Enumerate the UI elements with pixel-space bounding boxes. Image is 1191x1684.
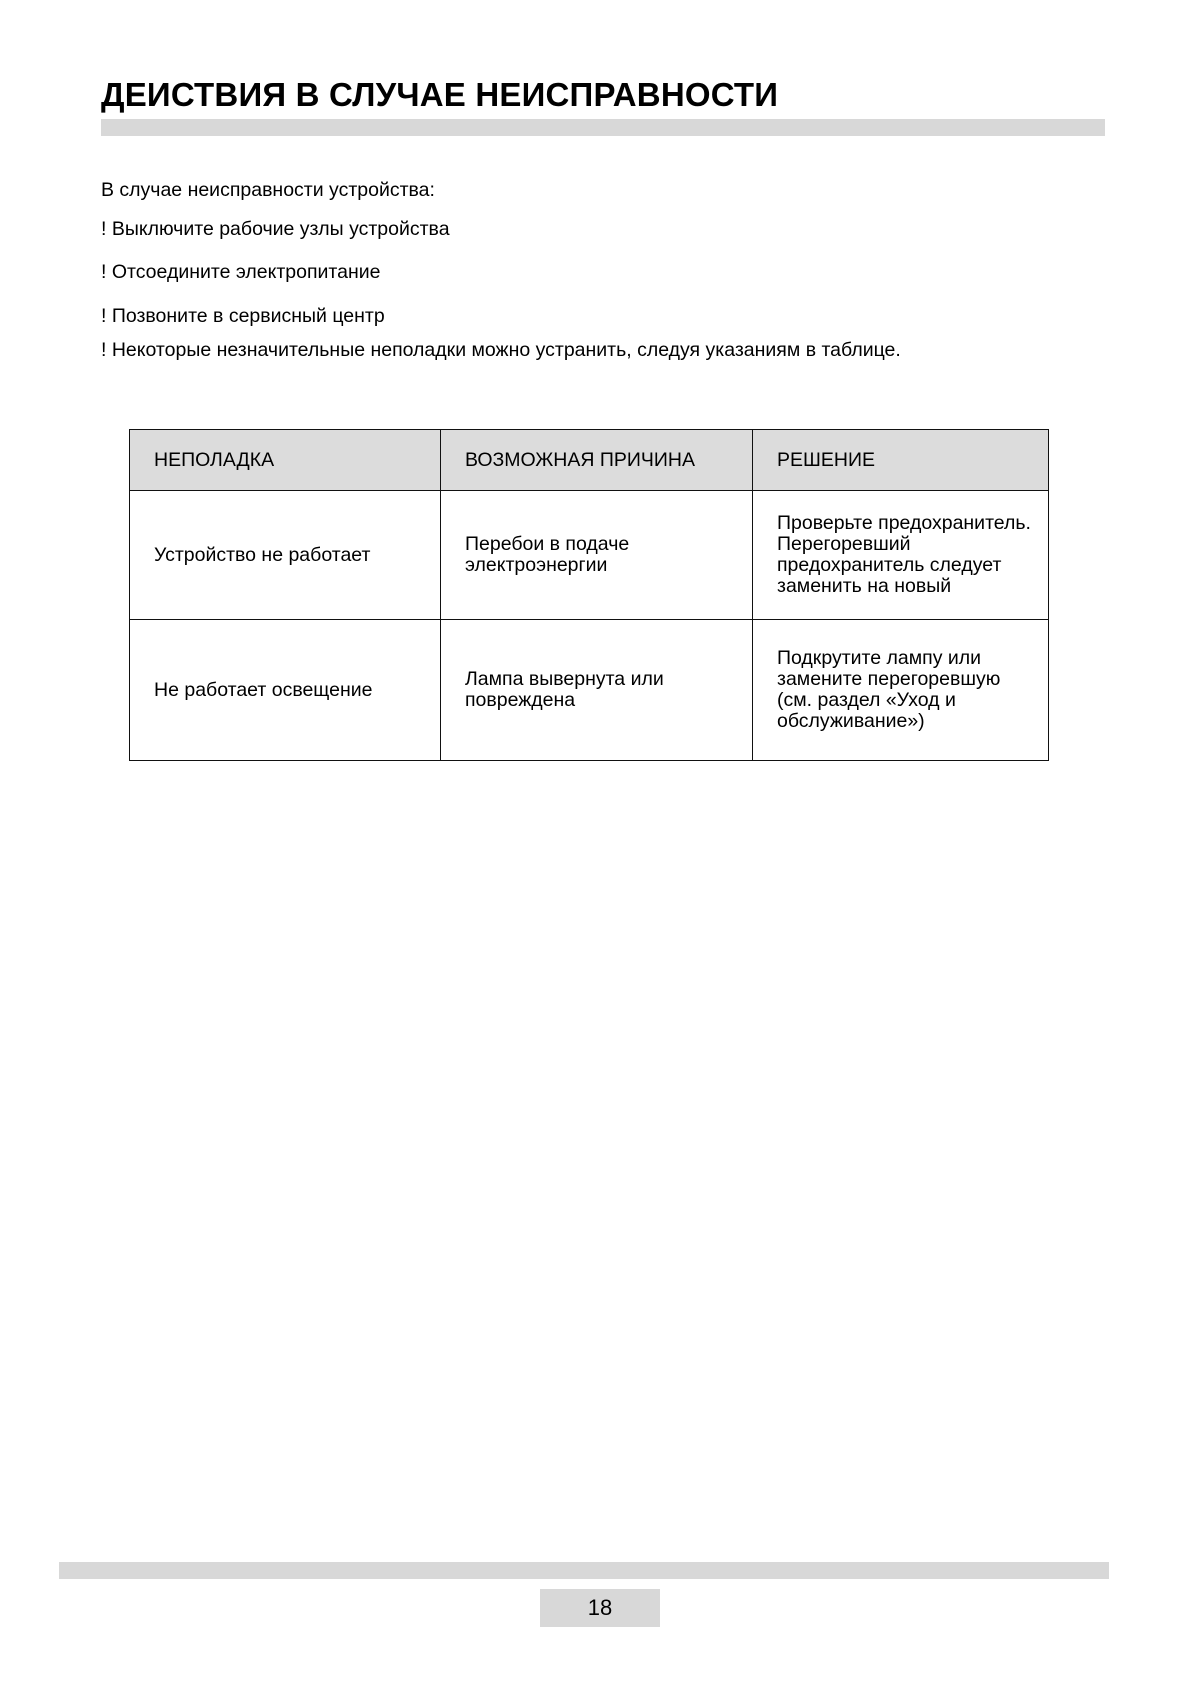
header-cause: ВОЗМОЖНАЯ ПРИЧИНА bbox=[441, 430, 753, 491]
intro-lead: В случае неисправности устройства: bbox=[101, 179, 435, 201]
cell-solution: Проверьте предохранитель. Перегоревший предохранитель следует заменить на новый bbox=[753, 491, 1049, 620]
cell-cause: Лампа вывернута или повреждена bbox=[441, 620, 753, 761]
cell-problem: Устройство не работает bbox=[130, 491, 441, 620]
title-underline-bar bbox=[101, 119, 1105, 136]
header-problem: НЕПОЛАДКА bbox=[130, 430, 441, 491]
cell-problem: Не работает освещение bbox=[130, 620, 441, 761]
page-number: 18 bbox=[540, 1589, 660, 1627]
header-solution: РЕШЕНИЕ bbox=[753, 430, 1049, 491]
table-header-row bbox=[130, 430, 1049, 491]
intro-step: ! Позвоните в сервисный центр bbox=[101, 305, 385, 327]
page-title: ДЕИСТВИЯ В СЛУЧАЕ НЕИСПРАВНОСТИ bbox=[101, 76, 779, 113]
footer-bar bbox=[59, 1562, 1109, 1579]
troubleshooting-table bbox=[129, 429, 1049, 761]
cell-cause: Перебои в подаче электроэнергии bbox=[441, 491, 753, 620]
table-row bbox=[130, 491, 1049, 620]
intro-step: ! Некоторые незначительные неполадки можно устранить, следуя указаниям в таблице. bbox=[101, 339, 901, 361]
cell-solution: Подкрутите лампу или замените перегоревшую (см. раздел «Уход и обслуживание») bbox=[753, 620, 1049, 761]
intro-step: ! Выключите рабочие узлы устройства bbox=[101, 218, 450, 240]
intro-step: ! Отсоедините электропитание bbox=[101, 261, 381, 283]
table-row bbox=[130, 620, 1049, 761]
